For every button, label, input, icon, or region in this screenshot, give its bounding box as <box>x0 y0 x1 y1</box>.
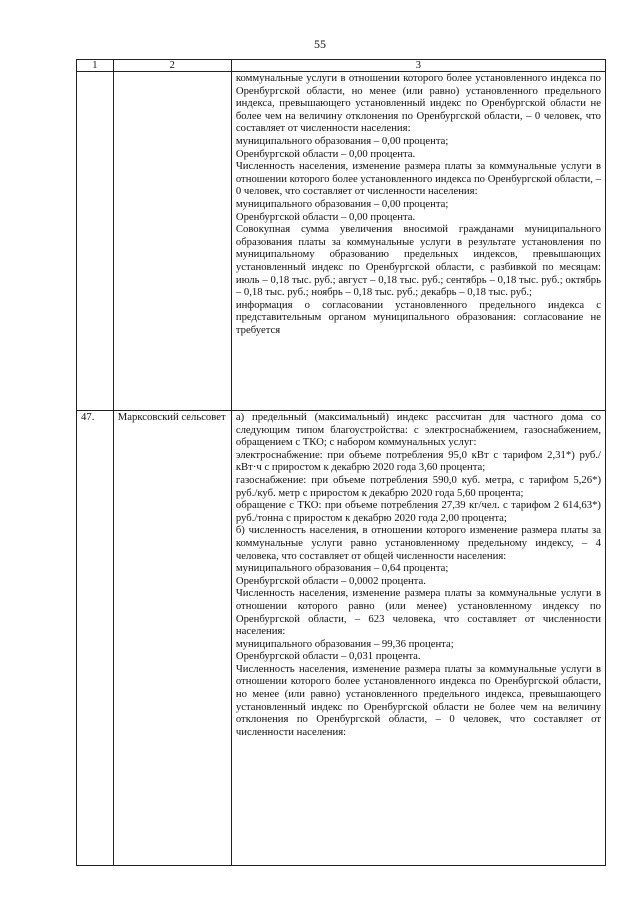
row-name-cell <box>113 72 231 411</box>
row-content-cell <box>231 411 605 866</box>
row-number-cell: 47. <box>77 411 114 866</box>
paragraph: муниципального образования – 0,00 процента; <box>235 197 449 210</box>
paragraph: Оренбургской области – 0,00 процента. <box>235 210 416 223</box>
paragraph: Совокупная сумма увеличения вносимой гражданами муниципального образования платы за коммунальные услуги в результате установления по муниципальному образованию предельных индексов, превышающих установленный индекс по Оренбургской области, с разбивкой по месяцам: июль – 0,18 тыс. руб.; август – 0,18 тыс. руб.; сентябрь – 0,18 тыс. руб.; октябрь – 0,18 тыс. руб.; ноябрь – 0,18 тыс. руб.; декабрь – 0,18 тыс. руб.; <box>235 223 601 299</box>
paragraph: муниципального образования – 0,00 процента; <box>235 134 449 147</box>
paragraph: Оренбургской области – 0,00 процента. <box>235 147 416 160</box>
paragraph: электроснабжение: при объеме потребления 95,0 кВт с тарифом 2,31*) руб./кВт·ч с приростом к декабрю 2020 года 3,60 процента; <box>235 448 601 474</box>
header-col-3: 3 <box>231 60 605 72</box>
paragraph: информация о согласовании установленного предельного индекса с представительным органом муниципального образования: согласование не требуется <box>235 298 601 336</box>
paragraph: Численность населения, изменение размера платы за коммунальные услуги в отношении которого более установленного индекса по Оренбургской области, но менее (или равно) установленного предельного индекса, превышающего установленный индекс по Оренбургской области не более чем на величину отклонения по Оренбургской области, – 0 человек, что составляет от численности населения: <box>235 662 601 738</box>
document-table <box>76 59 606 866</box>
paragraph: муниципального образования – 99,36 процента; <box>235 637 454 650</box>
paragraph: газоснабжение: при объеме потребления 590,0 куб. метра, с тарифом 5,26*) руб./куб. метр с приростом к декабрю 2020 года 5,60 процента; <box>235 473 601 499</box>
paragraph: Оренбургской области – 0,0002 процента. <box>235 574 426 587</box>
paragraph: муниципального образования – 0,64 процента; <box>235 562 449 575</box>
header-col-2: 2 <box>113 60 231 72</box>
paragraph: б) численность населения, в отношении которого изменение размера платы за коммунальные услуги равно установленному предельному индексу, – 4 человека, что составляет от общей численности населения: <box>235 524 601 562</box>
page-number: 55 <box>314 37 326 51</box>
paragraph: Численность населения, изменение размера платы за коммунальные услуги в отношении которого более установленного индекса по Оренбургской области, – 0 человек, что составляет от численности населения: <box>235 160 601 198</box>
paragraph: а) предельный (максимальный) индекс рассчитан для частного дома со следующим типом благоустройства: с электроснабжением, газоснабжением, обращением с ТКО; с набором коммунальных услуг: <box>235 411 601 449</box>
row-number-cell <box>77 72 114 411</box>
row-name-cell: Марксовский сельсовет <box>113 411 231 866</box>
table-row-47 <box>77 411 606 866</box>
paragraph: Оренбургской области – 0,031 процента. <box>235 650 421 663</box>
header-col-1: 1 <box>77 60 114 72</box>
table-header-row <box>77 60 606 72</box>
paragraph: Численность населения, изменение размера платы за коммунальные услуги в отношении которого равно (или менее) установленному индексу по Оренбургской области, – 623 человека, что составляет от численности населения: <box>235 587 601 638</box>
paragraph: коммунальные услуги в отношении которого более установленного индекса по Оренбургской области, но менее (или равно) установленного предельного индекса, превышающего установленный индекс по Оренбургской области не более чем на величину отклонения по Оренбургской области, – 0 человек, что составляет от численности населения: <box>235 72 601 135</box>
paragraph: обращение с ТКО: при объеме потребления 27,39 кг/чел. с тарифом 2 614,63*) руб./тонна с приростом к декабрю 2020 года 2,00 процента; <box>235 499 601 524</box>
row-content-cell <box>231 72 605 411</box>
table-row-continuation <box>77 72 606 411</box>
